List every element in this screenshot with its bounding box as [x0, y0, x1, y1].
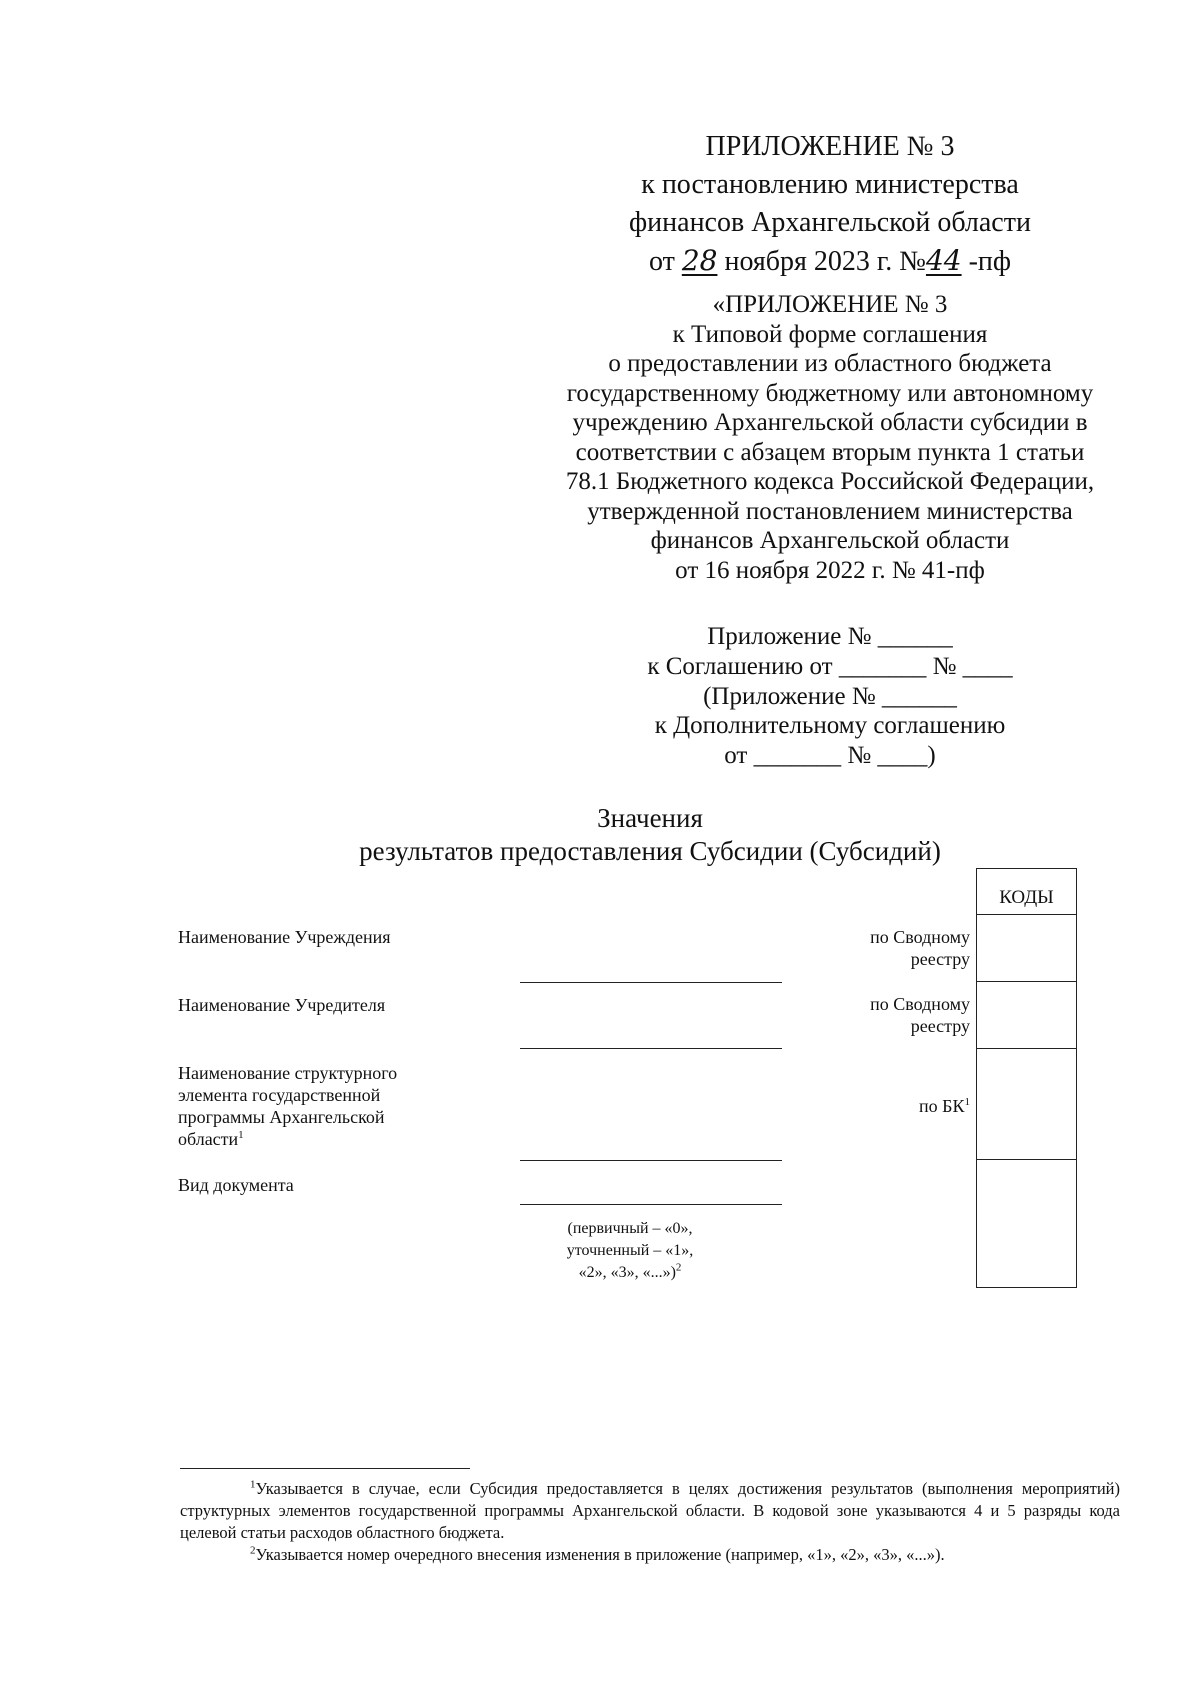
date-suffix: -пф — [968, 246, 1012, 277]
codes-table — [976, 868, 1077, 1288]
appendix-header-line3: финансов Архангельской области — [629, 207, 1031, 238]
bk-label — [800, 1095, 970, 1117]
agreement-ref-line: к Соглашению от _______ № ____ — [647, 652, 1013, 680]
founder-label: Наименование Учредителя — [178, 995, 386, 1015]
registry-label — [800, 926, 970, 970]
agreement-ref-line: к Дополнительному соглашению — [654, 712, 1006, 740]
date-prefix: от — [648, 246, 675, 277]
footnote-ref: 1 — [238, 1129, 244, 1141]
appendix-quote-line: к Типовой форме соглашения — [672, 320, 988, 348]
agreement-ref-line: Приложение № ______ — [707, 623, 953, 650]
registry-label-line: по Сводному — [870, 994, 970, 1014]
footnote-mark: 1 — [250, 1478, 256, 1491]
doc-note-line — [530, 1262, 730, 1284]
appendix-quote-line: «ПРИЛОЖЕНИЕ № 3 — [712, 291, 948, 318]
date-mid: ноября 2023 г. № — [724, 246, 926, 277]
footnote-ref: 2 — [675, 1261, 682, 1274]
footnote-rule — [180, 1468, 470, 1469]
codes-header: КОДЫ — [999, 887, 1054, 908]
doc-note-line: (первичный – «0», — [567, 1220, 693, 1237]
agreement-ref-line: от _______ № ____) — [724, 742, 936, 770]
appendix-quote-line: о предоставлении из областного бюджета — [608, 350, 1052, 377]
handwritten-day: 28 — [681, 244, 718, 277]
registry-label-line: реестру — [910, 1016, 970, 1036]
codes-divider — [977, 1048, 1076, 1049]
appendix-header-line1: ПРИЛОЖЕНИЕ № 3 — [705, 131, 955, 162]
program-label-line: программы Архангельской — [178, 1107, 385, 1127]
program-label-line: элемента государственной — [178, 1085, 381, 1105]
appendix-header-date — [560, 242, 1100, 281]
document-title — [300, 802, 1000, 868]
founder-field[interactable] — [520, 1048, 782, 1049]
doc-note-line: уточненный – «1», — [566, 1242, 694, 1259]
footnote-2 — [180, 1544, 1120, 1566]
appendix-quote-line: учреждению Архангельской области субсидии в — [572, 409, 1088, 436]
appendix-quote-line: утвержденной постановлением министерства — [587, 497, 1073, 525]
appendix-quote-line: от 16 ноября 2022 г. № 41-пф — [675, 556, 985, 584]
codes-divider — [977, 1159, 1076, 1160]
title-line1: Значения — [597, 803, 703, 833]
footnotes — [180, 1478, 1120, 1566]
program-label — [178, 1062, 458, 1150]
registry-label-2 — [800, 993, 970, 1037]
appendix-quote-line: финансов Архангельской области — [650, 527, 1010, 554]
bk-label-text: по БК — [919, 1096, 965, 1116]
footnote-mark: 2 — [250, 1544, 256, 1557]
program-label-line: Наименование структурного — [178, 1063, 398, 1083]
registry-label-line: реестру — [910, 949, 970, 969]
footnote-text: Указывается номер очередного внесения изменения в приложение (например, «1», «2», «3», «...»). — [255, 1545, 945, 1564]
institution-label: Наименование Учреждения — [178, 927, 391, 947]
agreement-reference — [560, 622, 1100, 771]
appendix-quote-line: 78.1 Бюджетного кодекса Российской Федерации, — [565, 468, 1095, 495]
appendix-header — [560, 128, 1100, 281]
appendix-header-line2: к постановлению министерства — [641, 169, 1019, 200]
registry-label-line: по Сводному — [870, 927, 970, 947]
title-line2: результатов предоставления Субсидии (Субсидий) — [359, 836, 941, 866]
footnote-text: Указывается в случае, если Субсидия предоставляется в целях достижения результатов (выполнения мероприятий) структурных элементов государственной программы Архангельской области. В кодовой зоне указываются 4 и 5 разряды кода целевой статьи расходов областного бюджета. — [180, 1479, 1120, 1542]
footnote-ref: 1 — [964, 1096, 970, 1108]
appendix-quote — [540, 290, 1120, 585]
doc-type-label: Вид документа — [178, 1175, 294, 1195]
doc-type-field[interactable] — [520, 1204, 782, 1205]
codes-divider — [977, 914, 1076, 915]
footnote-1 — [180, 1478, 1120, 1544]
appendix-quote-line: соответствии с абзацем вторым пункта 1 статьи — [575, 438, 1085, 466]
program-label-line — [178, 1128, 458, 1150]
handwritten-number: 44 — [925, 244, 962, 277]
doc-note-text: «2», «3», «...») — [578, 1264, 676, 1281]
agreement-ref-line: (Приложение № ______ — [703, 682, 957, 710]
institution-field[interactable] — [520, 982, 782, 983]
codes-divider — [977, 981, 1076, 982]
program-label-text: области — [178, 1129, 239, 1149]
program-field[interactable] — [520, 1160, 782, 1161]
doc-type-note — [530, 1218, 730, 1284]
appendix-quote-line: государственному бюджетному или автономному — [566, 379, 1094, 407]
